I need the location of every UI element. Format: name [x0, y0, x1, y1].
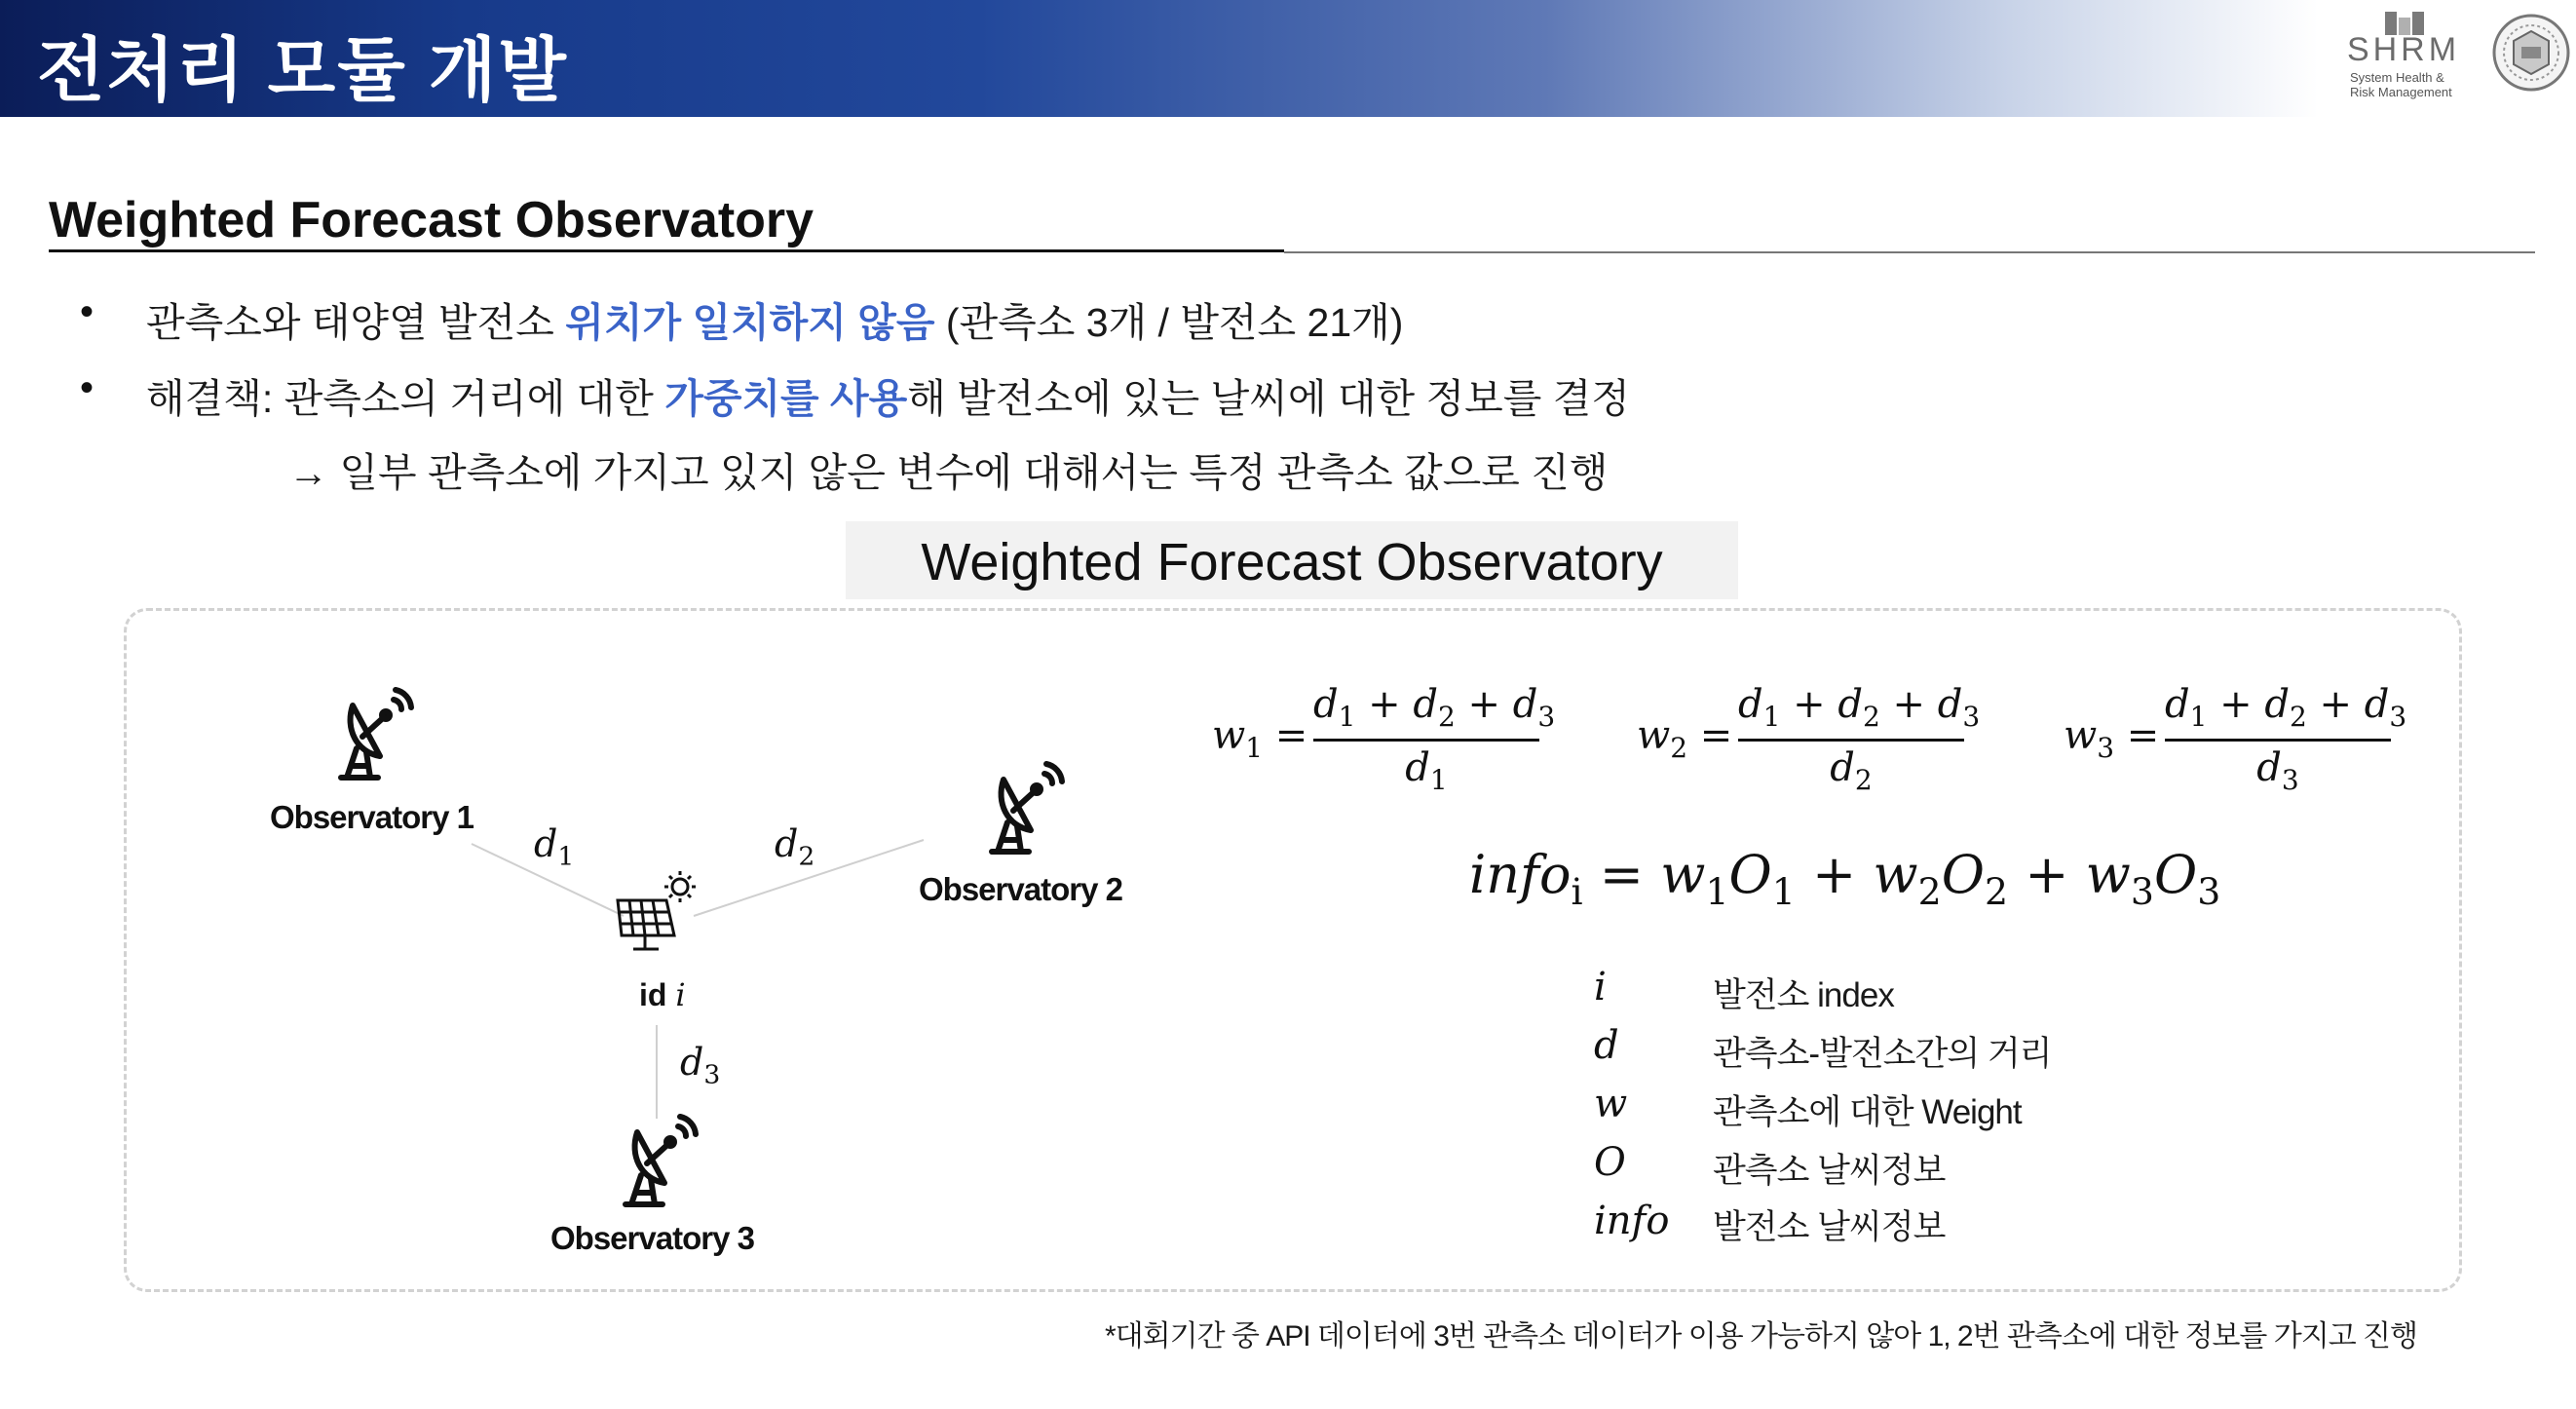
legend-symbol-w: w: [1594, 1082, 1628, 1126]
weight-w2-symbol: w: [1637, 713, 1671, 758]
satellite-dish-icon: [323, 686, 417, 783]
satellite-dish-icon: [608, 1113, 701, 1210]
weight-w3-denominator: $d_3$: [2256, 745, 2299, 796]
shrm-subtitle-line1: System Health &: [2350, 70, 2444, 85]
weight-w1-den-sub: 1: [1429, 764, 1448, 796]
distance-d3-sub: 3: [703, 1059, 721, 1090]
legend-desc-d: 관측소-발전소간의 거리: [1713, 1035, 2052, 1073]
weight-w2-fraction: [1738, 682, 1981, 796]
distance-d2: [775, 822, 814, 872]
weight-w3-fraction: [2165, 682, 2407, 796]
distance-d1-sub: 1: [557, 841, 575, 872]
legend-symbol-d: d: [1594, 1023, 1619, 1068]
plant-label: [639, 976, 686, 1013]
distance-d1: [534, 822, 574, 872]
bullet-2-highlight: 가중치를 사용: [664, 376, 908, 421]
legend-desc-o: 관측소 날씨정보: [1713, 1152, 1946, 1190]
shrm-subtitle-line2: Risk Management: [2350, 85, 2452, 99]
distance-d3-sym: d: [680, 1041, 704, 1084]
observatory-2-label: Observatory 2: [919, 871, 1122, 907]
legend-symbol-info: info: [1594, 1199, 1670, 1243]
shrm-logo-text: SHRM: [2346, 31, 2461, 68]
weight-w1-denominator: $d_1$: [1405, 745, 1448, 796]
figure-title: Weighted Forecast Observatory: [921, 533, 1663, 591]
distance-d3: [680, 1041, 720, 1090]
bullet-1-tail: (관측소 3개 / 발전소 21개): [934, 300, 1404, 345]
satellite-dish-icon: [974, 760, 1068, 857]
observatory-3-label: Observatory 3: [550, 1220, 754, 1256]
bullet-2-tail: 해 발전소에 있는 날씨에 대한 정보를 결정: [907, 376, 1630, 421]
weight-w2-sub: 2: [1670, 732, 1688, 764]
weight-w1-fraction: [1313, 682, 1556, 796]
section-title: Weighted Forecast Observatory: [49, 192, 814, 248]
weight-w1-sub: 1: [1245, 732, 1264, 764]
bullet-1-text: 관측소와 태양열 발전소: [146, 300, 566, 345]
weight-w3-symbol: w: [2064, 713, 2098, 758]
page-title: 전처리 모듈 개발: [37, 32, 568, 110]
distance-d1-sym: d: [534, 822, 558, 865]
distance-d2-sub: 2: [798, 841, 815, 872]
bullet-dot-1: •: [80, 290, 95, 333]
footnote: *대회기간 중 API 데이터에 3번 관측소 데이터가 이용 가능하지 않아 1, 2번 관측소에 대한 정보를 가지고 진행: [1105, 1320, 2417, 1352]
info-formula: info$_i$ = $w_1O_1 + w_2O_2 + w_3O_3$: [1469, 844, 2221, 913]
weight-w2-numerator: $d_1 + d_2 + d_3$: [1738, 682, 1964, 742]
legend-desc-w: 관측소에 대한 Weight: [1713, 1093, 2022, 1131]
sub-bullet: → 일부 관측소에 가지고 있지 않은 변수에 대해서는 특정 관측소 값으로 진행: [288, 450, 1609, 495]
weight-w3-lhs: $w_3$ =: [2064, 713, 2160, 764]
legend-desc-i: 발전소 index: [1713, 976, 1894, 1014]
weight-w1-symbol: w: [1212, 713, 1246, 758]
bullet-2-text: 해결책: 관측소의 거리에 대한: [146, 376, 665, 421]
weight-w3-numerator: $d_1 + d_2 + d_3$: [2165, 682, 2391, 742]
weight-w3-sub: 3: [2097, 732, 2115, 764]
observatory-1-label: Observatory 1: [270, 799, 474, 835]
distance-d2-sym: d: [775, 822, 799, 865]
plant-label-text: id: [639, 977, 667, 1012]
weight-w2-lhs: $w_2$ =: [1637, 713, 1733, 764]
legend-symbol-o: O: [1594, 1140, 1626, 1185]
bullet-1-highlight: 위치가 일치하지 않음: [565, 300, 935, 345]
legend-desc-info: 발전소 날씨정보: [1713, 1208, 1946, 1246]
legend-symbol-i: i: [1594, 965, 1607, 1009]
weight-w3-den-sub: 3: [2281, 764, 2299, 796]
weight-w2-denominator: $d_2$: [1830, 745, 1873, 796]
weight-w2-den-sub: 2: [1854, 764, 1873, 796]
bullet-dot-2: •: [80, 366, 95, 409]
info-formula-lhs: info: [1469, 844, 1572, 905]
info-formula-lhs-sub: i: [1571, 869, 1583, 913]
solar-panel-icon: [610, 865, 703, 955]
plant-label-var: i: [675, 976, 686, 1013]
weight-w1-numerator: $d_1 + d_2 + d_3$: [1313, 682, 1539, 742]
weight-w1-lhs: $w_1$ =: [1212, 713, 1308, 764]
